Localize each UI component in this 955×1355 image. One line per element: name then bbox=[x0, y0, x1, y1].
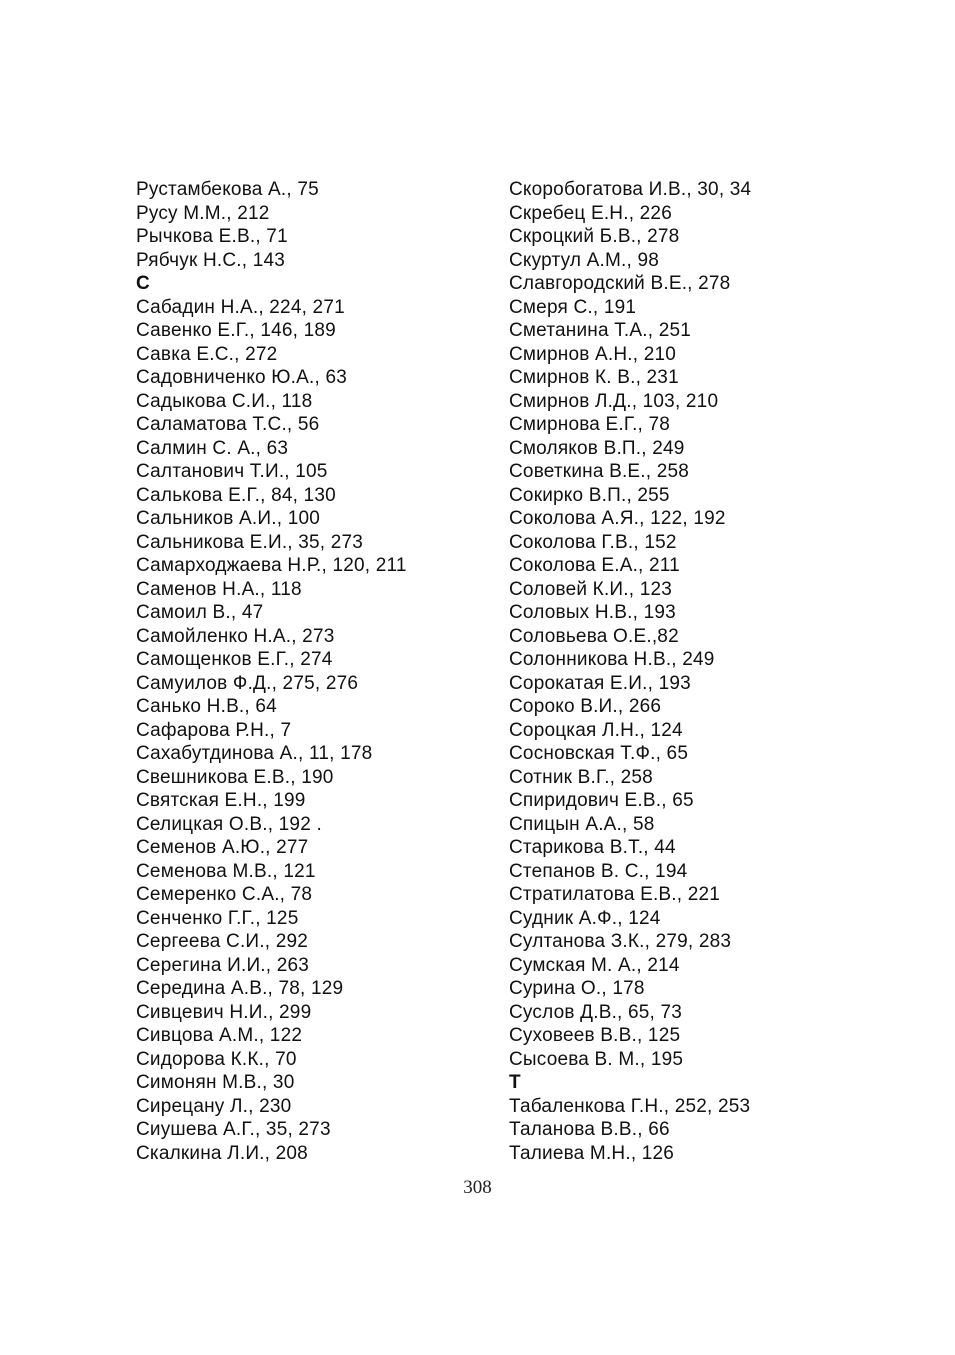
index-entry: Султанова З.К., 279, 283 bbox=[509, 931, 732, 952]
index-entry: Талиева М.Н., 126 bbox=[509, 1142, 675, 1164]
index-entry: Сенченко Г.Г., 125 bbox=[136, 907, 299, 929]
index-entry: Сальникова Е.И., 35, 273 bbox=[136, 531, 364, 553]
index-entry: Симонян М.В., 30 bbox=[136, 1072, 295, 1093]
index-entry: Стратилатова Е.В., 221 bbox=[509, 884, 721, 905]
index-entry: Скребец Е.Н., 226 bbox=[509, 202, 672, 224]
index-letter-heading: Т bbox=[509, 1072, 521, 1093]
index-entry: Самоил В., 47 bbox=[136, 602, 264, 623]
index-entry: Сергеева С.И., 292 bbox=[136, 931, 309, 952]
index-entry: Сосновская Т.Ф., 65 bbox=[509, 743, 689, 764]
index-entry: Салькова Е.Г., 84, 130 bbox=[136, 484, 336, 506]
index-entry: Соколова А.Я., 122, 192 bbox=[509, 508, 726, 529]
index-entry: Смеря С., 191 bbox=[509, 296, 637, 318]
index-entry: Соловей К.И., 123 bbox=[509, 578, 673, 600]
index-entry: Сальников А.И., 100 bbox=[136, 508, 321, 529]
index-entry: Рычкова Е.В., 71 bbox=[136, 226, 288, 247]
index-entry: Савенко Е.Г., 146, 189 bbox=[136, 320, 336, 341]
index-entry: Скалкина Л.И., 208 bbox=[136, 1142, 308, 1164]
index-entry: Свешникова Е.В., 190 bbox=[136, 766, 334, 788]
index-entry: Савка Е.С., 272 bbox=[136, 343, 278, 365]
index-entry: Серегина И.И., 263 bbox=[136, 954, 310, 976]
index-entry: Сокирко В.П., 255 bbox=[509, 484, 670, 506]
index-entry: Святская Е.Н., 199 bbox=[136, 790, 306, 811]
index-entry: Судник А.Ф., 124 bbox=[509, 907, 661, 929]
index-entry: Таланова В.В., 66 bbox=[509, 1119, 670, 1140]
index-entry: Соколова Е.А., 211 bbox=[509, 555, 680, 576]
index-entry: Сахабутдинова А., 11, 178 bbox=[136, 743, 373, 764]
index-entry: Скроцкий Б.В., 278 bbox=[509, 226, 680, 247]
index-entry: Суслов Д.В., 65, 73 bbox=[509, 1001, 683, 1023]
index-entry: Русу М.М., 212 bbox=[136, 202, 270, 224]
index-entry: Селицкая О.В., 192 . bbox=[136, 813, 322, 835]
index-entry: Рябчук Н.С., 143 bbox=[136, 249, 286, 271]
index-entry: Самойленко Н.А., 273 bbox=[136, 625, 335, 647]
index-entry: Табаленкова Г.Н., 252, 253 bbox=[509, 1095, 751, 1117]
index-entry: Смоляков В.П., 249 bbox=[509, 437, 685, 459]
index-entry: Саменов Н.А., 118 bbox=[136, 578, 302, 600]
index-entry: Спицын А.А., 58 bbox=[509, 813, 655, 835]
index-entry: Советкина В.Е., 258 bbox=[509, 461, 690, 482]
index-column-left bbox=[136, 178, 466, 1165]
index-entry: Сафарова Р.Н., 7 bbox=[136, 719, 292, 741]
index-entry: Солонникова Н.В., 249 bbox=[509, 649, 715, 670]
index-entry: Санько Н.В., 64 bbox=[136, 696, 277, 717]
index-entry: Сороко В.И., 266 bbox=[509, 696, 662, 717]
index-entry: Сорокатая Е.И., 193 bbox=[509, 672, 691, 694]
index-entry: Соловьева О.Е.,82 bbox=[509, 625, 679, 647]
index-entry: Рустамбекова А., 75 bbox=[136, 179, 319, 200]
index-entry: Смирнов К. В., 231 bbox=[509, 367, 679, 388]
index-entry: Смирнова Е.Г., 78 bbox=[509, 414, 671, 435]
index-entry: Сивцова А.М., 122 bbox=[136, 1025, 303, 1046]
index-entry: Сметанина Т.А., 251 bbox=[509, 320, 692, 341]
index-entry: Смирнов А.Н., 210 bbox=[509, 343, 677, 365]
index-entry: Скуртул А.М., 98 bbox=[509, 249, 659, 271]
index-entry: Старикова В.Т., 44 bbox=[509, 837, 676, 858]
index-entry: Соловых Н.В., 193 bbox=[509, 602, 676, 623]
index-entry: Соколова Г.В., 152 bbox=[509, 531, 677, 553]
index-entry: Славгородский В.Е., 278 bbox=[509, 273, 731, 294]
index-entry: Сурина О., 178 bbox=[509, 978, 645, 999]
index-entry: Сирецану Л., 230 bbox=[136, 1095, 292, 1117]
index-entry: Сороцкая Л.Н., 124 bbox=[509, 719, 683, 741]
index-entry: Середина А.В., 78, 129 bbox=[136, 978, 344, 999]
index-entry: Салтанович Т.И., 105 bbox=[136, 461, 328, 482]
index-entry: Смирнов Л.Д., 103, 210 bbox=[509, 390, 719, 412]
index-letter-heading: С bbox=[136, 273, 150, 294]
index-entry: Степанов В. С., 194 bbox=[509, 860, 688, 882]
index-entry: Сидорова К.К., 70 bbox=[136, 1048, 297, 1070]
index-entry: Сабадин Н.А., 224, 271 bbox=[136, 296, 345, 318]
index-entry: Самарходжаева Н.Р., 120, 211 bbox=[136, 555, 407, 576]
index-entry: Саламатова Т.С., 56 bbox=[136, 414, 320, 435]
index-entry: Семенов А.Ю., 277 bbox=[136, 837, 309, 858]
index-entry: Семенова М.В., 121 bbox=[136, 860, 316, 882]
index-entry: Спиридович Е.В., 65 bbox=[509, 790, 694, 811]
index-entry: Самощенков Е.Г., 274 bbox=[136, 649, 333, 670]
index-entry: Салмин С. А., 63 bbox=[136, 437, 289, 459]
index-column-right bbox=[509, 178, 809, 1165]
index-entry: Суховеев В.В., 125 bbox=[509, 1025, 681, 1046]
index-entry: Самуилов Ф.Д., 275, 276 bbox=[136, 672, 359, 694]
index-entry: Сумская М. А., 214 bbox=[509, 954, 680, 976]
index-entry: Скоробогатова И.В., 30, 34 bbox=[509, 179, 752, 200]
index-entry: Сивцевич Н.И., 299 bbox=[136, 1001, 312, 1023]
index-entry: Садыкова С.И., 118 bbox=[136, 390, 313, 412]
page-number: 308 bbox=[463, 1177, 492, 1198]
index-entry: Садовниченко Ю.А., 63 bbox=[136, 367, 348, 388]
index-entry: Сотник В.Г., 258 bbox=[509, 766, 653, 788]
index-entry: Сиушева А.Г., 35, 273 bbox=[136, 1119, 331, 1140]
index-entry: Сысоева В. М., 195 bbox=[509, 1048, 684, 1070]
index-entry: Семеренко С.А., 78 bbox=[136, 884, 313, 905]
